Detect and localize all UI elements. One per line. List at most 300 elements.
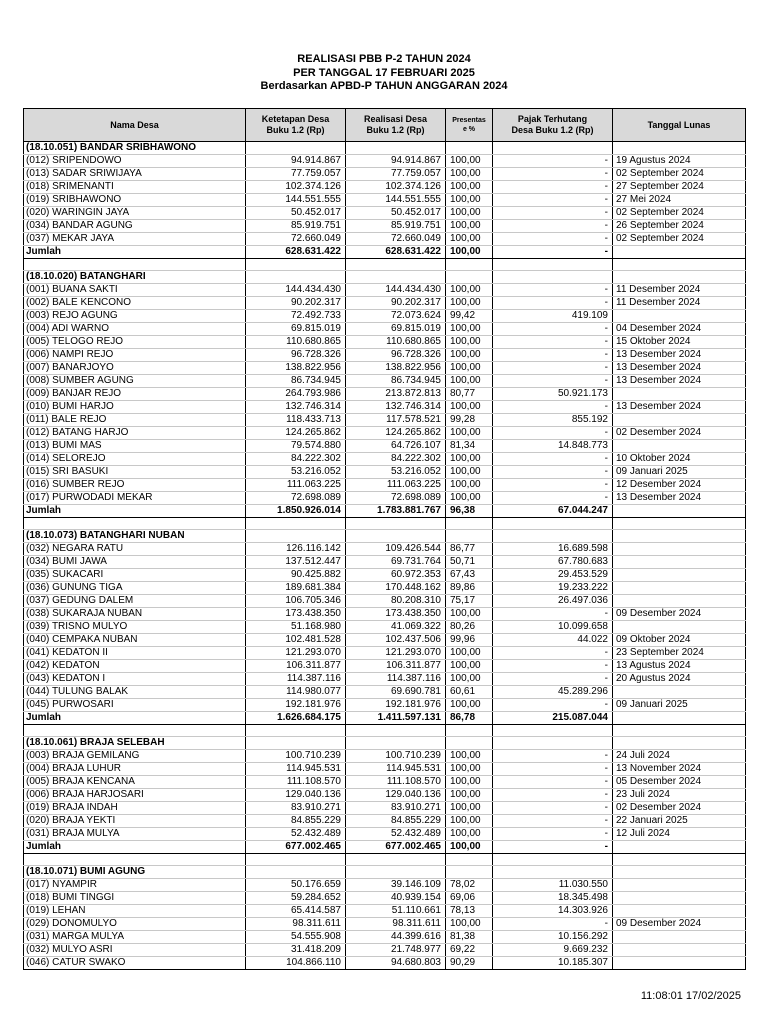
realisasi-cell: 124.265.862 — [346, 427, 446, 440]
realisasi-cell: 100.710.239 — [346, 750, 446, 763]
section-header-row — [24, 271, 746, 284]
presentase-cell: 100,00 — [446, 841, 493, 854]
table-header-row — [24, 109, 746, 142]
tanggal-lunas-cell: 13 November 2024 — [613, 763, 746, 776]
tanggal-lunas-cell: 22 Januari 2025 — [613, 815, 746, 828]
table-row — [24, 582, 746, 595]
ketetapan-cell: 110.680.865 — [246, 336, 346, 349]
pajak-terhutang-cell: 29.453.529 — [493, 569, 613, 582]
nama-desa-cell: (006) NAMPI REJO — [24, 349, 246, 362]
realisasi-cell: 84.855.229 — [346, 815, 446, 828]
presentase-cell: 81,38 — [446, 931, 493, 944]
table-row — [24, 349, 746, 362]
presentase-cell: 100,00 — [446, 699, 493, 712]
presentase-cell: 75,17 — [446, 595, 493, 608]
pajak-terhutang-cell — [493, 866, 613, 879]
realisasi-cell: 677.002.465 — [346, 841, 446, 854]
pajak-terhutang-cell: 67.044.247 — [493, 505, 613, 518]
nama-desa-cell: (013) BUMI MAS — [24, 440, 246, 453]
realisasi-cell: 21.748.977 — [346, 944, 446, 957]
presentase-cell: 100,00 — [446, 349, 493, 362]
total-row — [24, 505, 746, 518]
table-row — [24, 931, 746, 944]
ketetapan-cell: 1.626.684.175 — [246, 712, 346, 725]
ketetapan-cell — [246, 271, 346, 284]
ketetapan-cell: 189.681.384 — [246, 582, 346, 595]
realisasi-cell: 84.222.302 — [346, 453, 446, 466]
tanggal-lunas-cell — [613, 414, 746, 427]
realisasi-cell — [346, 142, 446, 155]
pajak-terhutang-cell — [493, 271, 613, 284]
ketetapan-cell: 114.945.531 — [246, 763, 346, 776]
realisasi-cell: 83.910.271 — [346, 802, 446, 815]
nama-desa-cell: (034) BUMI JAWA — [24, 556, 246, 569]
realisasi-cell: 41.069.322 — [346, 621, 446, 634]
realisasi-cell: 1.783.881.767 — [346, 505, 446, 518]
realisasi-cell: 85.919.751 — [346, 220, 446, 233]
realisasi-cell: 111.063.225 — [346, 479, 446, 492]
ketetapan-cell: 628.631.422 — [246, 246, 346, 259]
ketetapan-cell — [246, 866, 346, 879]
tanggal-lunas-cell — [613, 388, 746, 401]
tanggal-lunas-cell — [613, 505, 746, 518]
realisasi-cell: 39.146.109 — [346, 879, 446, 892]
ketetapan-cell: 90.425.882 — [246, 569, 346, 582]
presentase-cell: 100,00 — [446, 608, 493, 621]
presentase-cell: 100,00 — [446, 647, 493, 660]
pajak-terhutang-cell: - — [493, 336, 613, 349]
pajak-terhutang-cell: 45.289.296 — [493, 686, 613, 699]
realisasi-cell: 102.437.506 — [346, 634, 446, 647]
nama-desa-cell: (018) BUMI TINGGI — [24, 892, 246, 905]
realisasi-cell: 213.872.813 — [346, 388, 446, 401]
pajak-terhutang-cell — [493, 530, 613, 543]
pajak-terhutang-cell: 14.848.773 — [493, 440, 613, 453]
presentase-cell — [446, 854, 493, 866]
tanggal-lunas-cell — [613, 712, 746, 725]
presentase-cell — [446, 518, 493, 530]
tanggal-lunas-cell: 11 Desember 2024 — [613, 284, 746, 297]
table-row — [24, 802, 746, 815]
pajak-terhutang-cell: 26.497.036 — [493, 595, 613, 608]
presentase-cell: 96,38 — [446, 505, 493, 518]
pajak-terhutang-cell: - — [493, 453, 613, 466]
table-row — [24, 621, 746, 634]
tanggal-lunas-cell: 12 Juli 2024 — [613, 828, 746, 841]
tanggal-lunas-cell: 09 Januari 2025 — [613, 466, 746, 479]
ketetapan-cell: 106.311.877 — [246, 660, 346, 673]
tanggal-lunas-cell: 05 Desember 2024 — [613, 776, 746, 789]
nama-desa-cell — [24, 725, 246, 737]
ketetapan-cell: 52.432.489 — [246, 828, 346, 841]
tanggal-lunas-cell — [613, 310, 746, 323]
pajak-terhutang-cell: - — [493, 750, 613, 763]
tanggal-lunas-cell: 11 Desember 2024 — [613, 297, 746, 310]
tanggal-lunas-cell: 13 Agustus 2024 — [613, 660, 746, 673]
realisasi-cell: 173.438.350 — [346, 608, 446, 621]
realisasi-cell: 72.660.049 — [346, 233, 446, 246]
table-row — [24, 776, 746, 789]
nama-desa-cell: (016) SUMBER REJO — [24, 479, 246, 492]
realisasi-cell: 132.746.314 — [346, 401, 446, 414]
ketetapan-cell: 129.040.136 — [246, 789, 346, 802]
pajak-terhutang-cell: - — [493, 427, 613, 440]
nama-desa-cell: (036) GUNUNG TIGA — [24, 582, 246, 595]
realisasi-cell: 90.202.317 — [346, 297, 446, 310]
table-row — [24, 660, 746, 673]
realisasi-cell: 69.815.019 — [346, 323, 446, 336]
tanggal-lunas-cell: 23 September 2024 — [613, 647, 746, 660]
nama-desa-cell: (005) TELOGO REJO — [24, 336, 246, 349]
pajak-terhutang-cell — [493, 259, 613, 271]
tanggal-lunas-cell — [613, 259, 746, 271]
ketetapan-cell: 102.374.126 — [246, 181, 346, 194]
ketetapan-cell: 100.710.239 — [246, 750, 346, 763]
realisasi-cell — [346, 518, 446, 530]
tanggal-lunas-cell: 13 Desember 2024 — [613, 375, 746, 388]
realisasi-cell: 69.690.781 — [346, 686, 446, 699]
ketetapan-cell: 118.433.713 — [246, 414, 346, 427]
realisasi-cell — [346, 725, 446, 737]
tanggal-lunas-cell — [613, 686, 746, 699]
nama-desa-cell: (019) LEHAN — [24, 905, 246, 918]
pajak-terhutang-cell — [493, 518, 613, 530]
realisasi-cell: 53.216.052 — [346, 466, 446, 479]
table-row — [24, 194, 746, 207]
ketetapan-cell: 111.108.570 — [246, 776, 346, 789]
presentase-cell: 100,00 — [446, 802, 493, 815]
nama-desa-cell: (031) BRAJA MULYA — [24, 828, 246, 841]
nama-desa-cell: (041) KEDATON II — [24, 647, 246, 660]
presentase-cell: 100,00 — [446, 660, 493, 673]
ketetapan-cell: 59.284.652 — [246, 892, 346, 905]
pajak-terhutang-cell: - — [493, 297, 613, 310]
tanggal-lunas-cell: 19 Agustus 2024 — [613, 155, 746, 168]
ketetapan-cell — [246, 259, 346, 271]
tanggal-lunas-cell: 20 Agustus 2024 — [613, 673, 746, 686]
pajak-terhutang-cell: - — [493, 492, 613, 505]
presentase-cell: 100,00 — [446, 815, 493, 828]
realisasi-cell: 1.411.597.131 — [346, 712, 446, 725]
ketetapan-cell: 121.293.070 — [246, 647, 346, 660]
table-row — [24, 155, 746, 168]
realisasi-cell: 64.726.107 — [346, 440, 446, 453]
nama-desa-cell: (045) PURWOSARI — [24, 699, 246, 712]
tanggal-lunas-cell: 09 Januari 2025 — [613, 699, 746, 712]
ketetapan-cell: 51.168.980 — [246, 621, 346, 634]
pajak-terhutang-cell: 215.087.044 — [493, 712, 613, 725]
nama-desa-cell: (042) KEDATON — [24, 660, 246, 673]
nama-desa-cell: (014) SELOREJO — [24, 453, 246, 466]
ketetapan-cell: 94.914.867 — [246, 155, 346, 168]
tanggal-lunas-cell — [613, 440, 746, 453]
nama-desa-cell: (003) REJO AGUNG — [24, 310, 246, 323]
nama-desa-cell: (18.10.071) BUMI AGUNG — [24, 866, 246, 879]
table-row — [24, 284, 746, 297]
presentase-cell — [446, 737, 493, 750]
pajak-terhutang-cell: 10.185.307 — [493, 957, 613, 970]
realisasi-cell — [346, 866, 446, 879]
tanggal-lunas-cell: 13 Desember 2024 — [613, 401, 746, 414]
pajak-terhutang-cell: - — [493, 918, 613, 931]
realisasi-cell: 111.108.570 — [346, 776, 446, 789]
presentase-cell: 89,86 — [446, 582, 493, 595]
nama-desa-cell: (18.10.073) BATANGHARI NUBAN — [24, 530, 246, 543]
realisasi-cell: 110.680.865 — [346, 336, 446, 349]
nama-desa-cell: (015) SRI BASUKI — [24, 466, 246, 479]
nama-desa-cell: (035) SUKACARI — [24, 569, 246, 582]
nama-desa-cell: (038) SUKARAJA NUBAN — [24, 608, 246, 621]
ketetapan-cell — [246, 530, 346, 543]
tanggal-lunas-cell: 10 Oktober 2024 — [613, 453, 746, 466]
nama-desa-cell: (005) BRAJA KENCANA — [24, 776, 246, 789]
col-header-ketetapan: Ketetapan Desa Buku 1.2 (Rp) — [246, 109, 346, 142]
realisasi-cell: 114.387.116 — [346, 673, 446, 686]
ketetapan-cell: 264.793.986 — [246, 388, 346, 401]
tanggal-lunas-cell: 09 Desember 2024 — [613, 608, 746, 621]
table-row — [24, 207, 746, 220]
realisasi-cell: 109.426.544 — [346, 543, 446, 556]
presentase-cell: 100,00 — [446, 427, 493, 440]
tanggal-lunas-cell — [613, 518, 746, 530]
nama-desa-cell: (002) BALE KENCONO — [24, 297, 246, 310]
table-row — [24, 440, 746, 453]
realisasi-cell: 138.822.956 — [346, 362, 446, 375]
pajak-terhutang-cell — [493, 142, 613, 155]
ketetapan-cell: 124.265.862 — [246, 427, 346, 440]
realisasi-cell: 106.311.877 — [346, 660, 446, 673]
presentase-cell: 100,00 — [446, 673, 493, 686]
realisasi-cell: 117.578.521 — [346, 414, 446, 427]
realisasi-cell: 69.731.764 — [346, 556, 446, 569]
spacer-row — [24, 725, 746, 737]
nama-desa-cell — [24, 854, 246, 866]
table-row — [24, 686, 746, 699]
realisasi-cell — [346, 271, 446, 284]
table-row — [24, 466, 746, 479]
pajak-terhutang-cell: - — [493, 647, 613, 660]
nama-desa-cell: (043) KEDATON I — [24, 673, 246, 686]
ketetapan-cell: 677.002.465 — [246, 841, 346, 854]
realisasi-cell: 77.759.057 — [346, 168, 446, 181]
table-row — [24, 233, 746, 246]
nama-desa-cell: (18.10.020) BATANGHARI — [24, 271, 246, 284]
pajak-terhutang-cell: 19.233.222 — [493, 582, 613, 595]
realisasi-cell: 51.110.661 — [346, 905, 446, 918]
realisasi-cell: 72.698.089 — [346, 492, 446, 505]
nama-desa-cell: (031) MARGA MULYA — [24, 931, 246, 944]
section-header-row — [24, 866, 746, 879]
realisasi-cell: 98.311.611 — [346, 918, 446, 931]
report-titles — [0, 53, 768, 94]
presentase-cell: 100,00 — [446, 220, 493, 233]
col-header-presentase: Presentas e % — [446, 109, 493, 142]
presentase-cell: 100,00 — [446, 168, 493, 181]
nama-desa-cell: Jumlah — [24, 505, 246, 518]
nama-desa-cell: (020) WARINGIN JAYA — [24, 207, 246, 220]
ketetapan-cell — [246, 518, 346, 530]
ketetapan-cell: 54.555.908 — [246, 931, 346, 944]
ketetapan-cell: 69.815.019 — [246, 323, 346, 336]
tanggal-lunas-cell — [613, 879, 746, 892]
realisasi-cell: 94.680.803 — [346, 957, 446, 970]
ketetapan-cell: 72.698.089 — [246, 492, 346, 505]
ketetapan-cell: 102.481.528 — [246, 634, 346, 647]
realisasi-cell: 121.293.070 — [346, 647, 446, 660]
nama-desa-cell — [24, 259, 246, 271]
tanggal-lunas-cell — [613, 905, 746, 918]
table-row — [24, 543, 746, 556]
pajak-terhutang-cell: 10.099.658 — [493, 621, 613, 634]
table-row — [24, 388, 746, 401]
ketetapan-cell: 114.387.116 — [246, 673, 346, 686]
nama-desa-cell: (009) BANJAR REJO — [24, 388, 246, 401]
ketetapan-cell: 137.512.447 — [246, 556, 346, 569]
realisasi-cell: 114.945.531 — [346, 763, 446, 776]
realisasi-cell — [346, 737, 446, 750]
ketetapan-cell — [246, 737, 346, 750]
pajak-terhutang-cell: 50.921.173 — [493, 388, 613, 401]
pajak-terhutang-cell: - — [493, 362, 613, 375]
pajak-terhutang-cell: - — [493, 802, 613, 815]
pajak-terhutang-cell: 16.689.598 — [493, 543, 613, 556]
presentase-cell: 100,00 — [446, 828, 493, 841]
presentase-cell: 100,00 — [446, 297, 493, 310]
pajak-terhutang-cell: 855.192 — [493, 414, 613, 427]
tanggal-lunas-cell: 13 Desember 2024 — [613, 492, 746, 505]
table-row — [24, 918, 746, 931]
ketetapan-cell: 72.660.049 — [246, 233, 346, 246]
presentase-cell: 100,00 — [446, 789, 493, 802]
table-row — [24, 181, 746, 194]
pajak-terhutang-cell: - — [493, 207, 613, 220]
nama-desa-cell: (18.10.051) BANDAR SRIBHAWONO — [24, 142, 246, 155]
realisasi-cell: 80.208.310 — [346, 595, 446, 608]
nama-desa-cell: Jumlah — [24, 712, 246, 725]
realisasi-cell: 40.939.154 — [346, 892, 446, 905]
ketetapan-cell: 84.222.302 — [246, 453, 346, 466]
total-row — [24, 841, 746, 854]
table-row — [24, 828, 746, 841]
tanggal-lunas-cell: 02 Desember 2024 — [613, 802, 746, 815]
ketetapan-cell — [246, 725, 346, 737]
presentase-cell: 69,22 — [446, 944, 493, 957]
pajak-terhutang-cell: - — [493, 763, 613, 776]
table-row — [24, 699, 746, 712]
nama-desa-cell: (017) NYAMPIR — [24, 879, 246, 892]
presentase-cell: 100,00 — [446, 155, 493, 168]
presentase-cell: 78,02 — [446, 879, 493, 892]
nama-desa-cell: (046) CATUR SWAKO — [24, 957, 246, 970]
realisasi-cell: 144.551.555 — [346, 194, 446, 207]
ketetapan-cell: 98.311.611 — [246, 918, 346, 931]
table-row — [24, 168, 746, 181]
presentase-cell: 99,96 — [446, 634, 493, 647]
ketetapan-cell: 83.910.271 — [246, 802, 346, 815]
nama-desa-cell: (18.10.061) BRAJA SELEBAH — [24, 737, 246, 750]
tanggal-lunas-cell: 27 September 2024 — [613, 181, 746, 194]
ketetapan-cell: 1.850.926.014 — [246, 505, 346, 518]
nama-desa-cell: (004) ADI WARNO — [24, 323, 246, 336]
pajak-terhutang-cell: - — [493, 815, 613, 828]
table-row — [24, 492, 746, 505]
presentase-cell: 80,77 — [446, 388, 493, 401]
col-header-nama: Nama Desa — [24, 109, 246, 142]
table-row — [24, 375, 746, 388]
realisasi-table — [23, 108, 746, 970]
ketetapan-cell: 84.855.229 — [246, 815, 346, 828]
pajak-terhutang-cell — [493, 737, 613, 750]
presentase-cell: 100,00 — [446, 453, 493, 466]
tanggal-lunas-cell — [613, 737, 746, 750]
nama-desa-cell: (013) SADAR SRIWIJAYA — [24, 168, 246, 181]
tanggal-lunas-cell — [613, 841, 746, 854]
ketetapan-cell: 77.759.057 — [246, 168, 346, 181]
realisasi-cell: 50.452.017 — [346, 207, 446, 220]
tanggal-lunas-cell — [613, 892, 746, 905]
report-title: REALISASI PBB P-2 TAHUN 2024 — [297, 53, 471, 65]
ketetapan-cell: 173.438.350 — [246, 608, 346, 621]
presentase-cell: 81,34 — [446, 440, 493, 453]
pajak-terhutang-cell: 18.345.498 — [493, 892, 613, 905]
ketetapan-cell: 138.822.956 — [246, 362, 346, 375]
realisasi-cell — [346, 259, 446, 271]
table-row — [24, 414, 746, 427]
table-row — [24, 595, 746, 608]
presentase-cell: 99,28 — [446, 414, 493, 427]
pajak-terhutang-cell: - — [493, 776, 613, 789]
nama-desa-cell: (040) CEMPAKA NUBAN — [24, 634, 246, 647]
ketetapan-cell: 144.551.555 — [246, 194, 346, 207]
nama-desa-cell: (039) TRISNO MULYO — [24, 621, 246, 634]
nama-desa-cell: (044) TULUNG BALAK — [24, 686, 246, 699]
tanggal-lunas-cell — [613, 556, 746, 569]
nama-desa-cell: (012) BATANG HARJO — [24, 427, 246, 440]
pajak-terhutang-cell: - — [493, 466, 613, 479]
table-row — [24, 220, 746, 233]
presentase-cell: 100,00 — [446, 336, 493, 349]
nama-desa-cell: (018) SRIMENANTI — [24, 181, 246, 194]
nama-desa-cell: (037) GEDUNG DALEM — [24, 595, 246, 608]
section-header-row — [24, 737, 746, 750]
table-row — [24, 750, 746, 763]
nama-desa-cell: (037) MEKAR JAYA — [24, 233, 246, 246]
nama-desa-cell: (020) BRAJA YEKTI — [24, 815, 246, 828]
tanggal-lunas-cell: 09 Oktober 2024 — [613, 634, 746, 647]
report-date: PER TANGGAL 17 FEBRUARI 2025 — [293, 66, 475, 79]
presentase-cell: 100,00 — [446, 246, 493, 259]
pajak-terhutang-cell: 67.780.683 — [493, 556, 613, 569]
tanggal-lunas-cell — [613, 582, 746, 595]
table-row — [24, 479, 746, 492]
pajak-terhutang-cell: 11.030.550 — [493, 879, 613, 892]
tanggal-lunas-cell — [613, 530, 746, 543]
pajak-terhutang-cell: - — [493, 349, 613, 362]
tanggal-lunas-cell — [613, 725, 746, 737]
pajak-terhutang-cell: - — [493, 323, 613, 336]
ketetapan-cell: 132.746.314 — [246, 401, 346, 414]
pajak-terhutang-cell: - — [493, 479, 613, 492]
nama-desa-cell: (011) BALE REJO — [24, 414, 246, 427]
nama-desa-cell: (004) BRAJA LUHUR — [24, 763, 246, 776]
presentase-cell: 100,00 — [446, 776, 493, 789]
tanggal-lunas-cell: 27 Mei 2024 — [613, 194, 746, 207]
presentase-cell: 100,00 — [446, 375, 493, 388]
tanggal-lunas-cell: 02 Desember 2024 — [613, 427, 746, 440]
tanggal-lunas-cell — [613, 944, 746, 957]
col-header-tanggal: Tanggal Lunas — [613, 109, 746, 142]
ketetapan-cell: 31.418.209 — [246, 944, 346, 957]
